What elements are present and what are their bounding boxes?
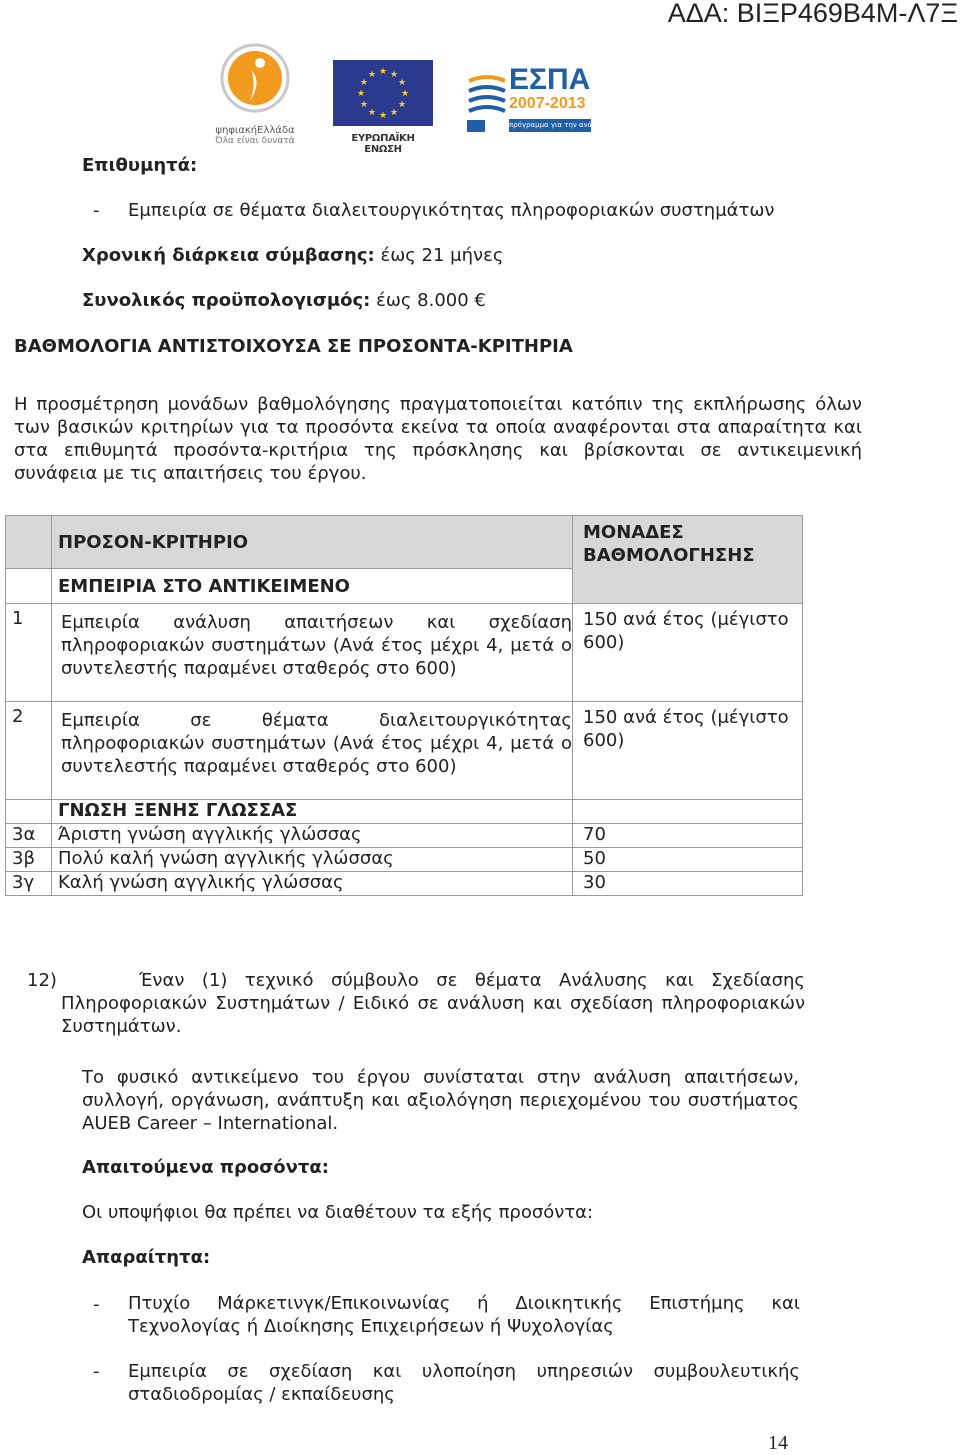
row-number: 3α <box>6 824 52 848</box>
eu-logo <box>332 60 434 155</box>
psifiaki-caption: Όλα είναι δυνατά <box>215 136 295 146</box>
row-units: 30 <box>573 872 803 896</box>
espa-title: ΕΣΠΑ <box>509 63 591 96</box>
mandatory-item: Εμπειρία σε σχεδίαση και υλοποίηση υπηρεσιών συμβουλευτικής σταδιοδρομίας / εκπαίδευσης <box>128 1361 800 1405</box>
section-experience: ΕΜΠΕΙΡΙΑ ΣΤΟ ΑΝΤΙΚΕΙΜΕΝΟ <box>58 575 350 597</box>
header-criterion: ΠΡΟΣΟΝ-ΚΡΙΤΗΡΙΟ <box>58 531 249 553</box>
eu-star-icon: ★ <box>356 89 366 99</box>
espa-years: 2007-2013 <box>509 95 586 112</box>
eu-star-icon: ★ <box>359 100 368 110</box>
row-text: Άριστη γνώση αγγλικής γλώσσας <box>52 824 573 848</box>
eu-star-icon: ★ <box>378 67 388 77</box>
eu-label: ΕΥΡΩΠΑΪΚΗ ΕΝΩΣΗ <box>351 133 415 155</box>
row-text: Εμπειρία ανάλυση απαιτήσεων και σχεδίαση πληροφοριακών συστημάτων (Ανά έτος μέχρι 4, μετά ο συντελεστής παραμένει σταθερός στο 600) <box>61 612 572 679</box>
row-number: 3γ <box>6 872 52 896</box>
budget-label: Συνολικός προϋπολογισμός: <box>82 290 371 311</box>
bullet-dash: - <box>93 1361 100 1382</box>
bullet-dash: - <box>93 200 100 221</box>
object-paragraph: Το φυσικό αντικείμενο του έργου συνίσταται στην ανάλυση απαιτήσεων, συλλογή, οργάνωση, ανάπτυξη και αξιολόγηση περιεχομένου του συστήματος AUEB Career – International. <box>82 1067 799 1134</box>
eu-star-icon: ★ <box>398 78 407 88</box>
row-text: Πολύ καλή γνώση αγγλικής γλώσσας <box>52 848 573 872</box>
row-text: Καλή γνώση αγγλικής γλώσσας <box>52 872 573 896</box>
eu-star-icon: ★ <box>400 89 410 99</box>
section-row-language <box>6 800 803 824</box>
espa-tagline: πρόγραμμα για την ανάπτυξη <box>509 119 591 132</box>
required-intro: Οι υποψήφιοι θα πρέπει να διαθέτουν τα εξής προσόντα: <box>82 1202 594 1223</box>
eu-star-icon: ★ <box>389 69 399 80</box>
logo-strip <box>205 40 613 155</box>
row-units: 150 ανά έτος (μέγιστο 600) <box>573 604 803 702</box>
eu-star-icon: ★ <box>389 108 399 119</box>
required-heading: Απαιτούμενα προσόντα: <box>82 1157 329 1178</box>
budget-value: έως 8.000 € <box>376 290 486 311</box>
table-row <box>6 824 803 848</box>
psifiaki-ellada-logo <box>205 40 305 145</box>
psifiaki-name: ψηφιακήΕλλάδα <box>215 125 295 136</box>
budget-line <box>82 289 486 312</box>
table-row <box>6 848 803 872</box>
ada-code: ΑΔΑ: ΒΙΞΡ469Β4Μ-Λ7Ξ <box>667 0 958 28</box>
item12-title-text: Έναν (1) τεχνικό σύμβουλο σε θέματα Ανάλυσης και Σχεδίασης Πληροφοριακών Συστημάτων / Ειδικό σε ανάλυση και σχεδίαση πληροφοριακών Συστημάτων. <box>61 970 805 1037</box>
section-language: ΓΝΩΣΗ ΞΕΝΗΣ ΓΛΩΣΣΑΣ <box>58 800 298 821</box>
scoring-heading: ΒΑΘΜΟΛΟΓΙΑ ΑΝΤΙΣΤΟΙΧΟΥΣΑ ΣΕ ΠΡΟΣΟΝΤΑ-ΚΡΙΤΗΡΙΑ <box>14 336 573 357</box>
page-number: 14 <box>768 1432 788 1454</box>
eu-star-icon: ★ <box>398 100 407 110</box>
header-units: ΜΟΝΑΔΕΣ ΒΑΘΜΟΛΟΓΗΣΗΣ <box>583 522 755 566</box>
eu-star-icon: ★ <box>378 111 388 121</box>
desired-item: Εμπειρία σε θέματα διαλειτουργικότητας πληροφοριακών συστημάτων <box>128 200 775 221</box>
mandatory-item: Πτυχίο Μάρκετινγκ/Επικοινωνίας ή Διοικητικής Επιστήμης και Τεχνολογίας ή Διοίκησης Επιχειρήσεων ή Ψυχολογίας <box>128 1293 800 1337</box>
item12-number: 12) <box>27 970 57 991</box>
scoring-table <box>5 515 803 896</box>
table-row <box>6 872 803 896</box>
eu-star-icon: ★ <box>367 69 377 80</box>
duration-line <box>82 244 503 267</box>
row-number: 3β <box>6 848 52 872</box>
eu-star-icon: ★ <box>359 78 368 88</box>
mandatory-heading: Απαραίτητα: <box>82 1247 211 1268</box>
table-header-row <box>6 516 803 569</box>
row-units: 70 <box>573 824 803 848</box>
desired-heading: Επιθυμητά: <box>82 155 198 176</box>
greek-flag-icon <box>467 120 485 132</box>
eu-star-icon: ★ <box>367 108 377 119</box>
row-text: Εμπειρία σε θέματα διαλειτουργικότητας πληροφοριακών συστημάτων (Ανά έτος μέχρι 4, μετά ο συντελεστής παραμένει σταθερός στο 600) <box>61 710 572 777</box>
row-units: 50 <box>573 848 803 872</box>
duration-label: Χρονική διάρκεια σύμβασης: <box>82 245 375 266</box>
row-number: 2 <box>6 702 52 800</box>
item12-title <box>0 969 805 1038</box>
table-row <box>6 702 803 800</box>
espa-logo <box>467 63 613 145</box>
bullet-dash: - <box>93 1294 100 1315</box>
row-number: 1 <box>6 604 52 702</box>
scoring-paragraph: Η προσμέτρηση μονάδων βαθμολόγησης πραγματοποιείται κατόπιν της εκπλήρωσης όλων των βασικών κριτηρίων για τα προσόντα εκείνα τα οποία αναφέρονται στα απαραίτητα και στα επιθυμητά προσόντα-κριτήρια της πρόσκλησης και βρίσκονται σε αντικειμενική συνάφεια με τις απαιτήσεις του έργου. <box>14 394 862 484</box>
table-row <box>6 604 803 702</box>
row-units: 150 ανά έτος (μέγιστο 600) <box>573 702 803 800</box>
duration-value: έως 21 μήνες <box>380 245 504 266</box>
